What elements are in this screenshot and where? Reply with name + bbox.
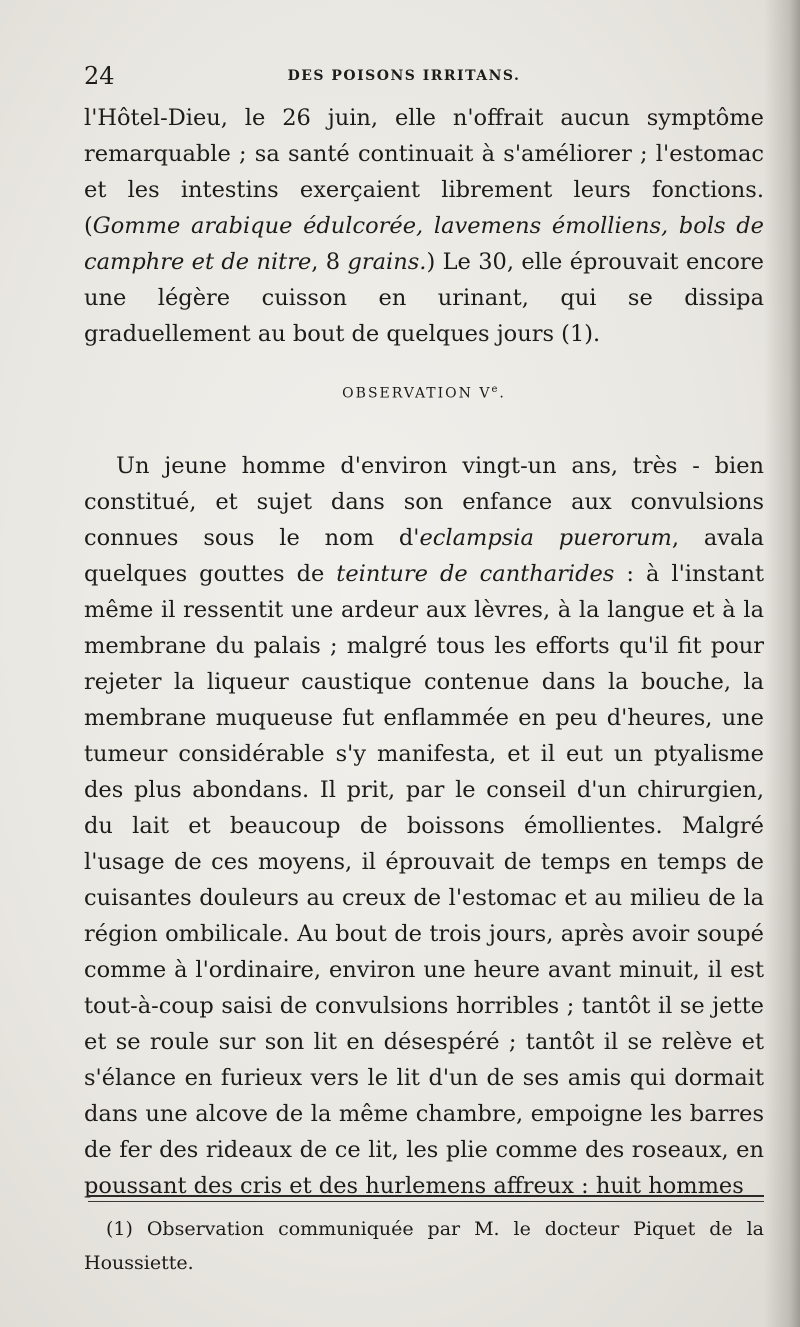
paragraph-1-text-c: ) Le 30, elle éprouvait encore une légère cuisson en urinant, qui se dissipa graduellement au bout de quelques jours (1). [84,249,764,347]
section-title-period: . [499,385,506,402]
paragraph-2-text-c: : à l'instant même il ressentit une ardeur aux lèvres, à la langue et à la membrane du palais ; malgré tous les efforts qu'il fit pour rejeter la liqueur caustique contenue dans la bouche, la membrane muqueuse fut enflammée en peu d'heures, une tumeur considérable s'y manifesta, et il eut un ptyalisme des plus abondans. Il prit, par le conseil d'un chirurgien, du lait et beaucoup de boissons émollientes. Malgré l'usage de ces moyens, il éprouvait de temps en temps de cuisantes douleurs au creux de l'estomac et au milieu de la région ombilicale. Au bout de trois jours, après avoir soupé comme à l'ordinaire, environ une heure avant minuit, il est tout-à-coup saisi de convulsions horribles ; tantôt il se jette et se roule sur son lit en désespéré ; tantôt il se relève et s'élance en furieux vers le lit d'un de ses amis qui dormait dans une alcove de la même chambre, empoigne les barres de fer des rideaux de ce lit, les plie comme des roseaux, en poussant des cris et des hurlemens affreux : huit hommes [84,561,764,1199]
paragraph-1-text-a: l'Hôtel-Dieu, le 26 juin, elle n'offrait aucun symptôme remarquable ; sa santé continuait à s'améliorer ; l'estomac et les intestins exerçaient librement leurs fonctions. ( [84,105,764,239]
paragraph-1-text-b: , 8 [311,249,348,275]
footnote-rule-thin [88,1201,764,1202]
section-title-text: OBSERVATION V [342,385,492,402]
footnote [84,1212,764,1280]
paragraph-2-latin-term: eclampsia puerorum [419,525,672,551]
paragraph-1-dose-unit: grains. [347,249,427,275]
footnote-rule [88,1195,764,1197]
section-title [84,384,764,402]
section-title-superscript: e [491,384,500,395]
running-title: DES POISONS IRRITANS. [287,68,521,84]
page-binding-shadow [764,0,800,1327]
paragraph-2-text-a: Un jeune homme d'environ vingt-un ans, très - bien constitué, et sujet dans son enfance aux convulsions connues sous le nom d' [84,453,764,551]
paragraph-2 [84,448,764,1204]
footnote-text: (1) Observation communiquée par M. le docteur Piquet de la Houssiette. [84,1218,764,1274]
page-number: 24 [84,62,115,90]
paragraph-1-prescription: Gomme arabique édulcorée, lavemens émolliens, bols de camphre et de nitre [84,213,764,275]
paragraph-2-text-b: , avala quelques gouttes de [84,525,764,587]
paragraph-2-substance: teinture de cantharides [336,561,615,587]
page-header [84,62,724,92]
paragraph-1 [84,100,764,352]
